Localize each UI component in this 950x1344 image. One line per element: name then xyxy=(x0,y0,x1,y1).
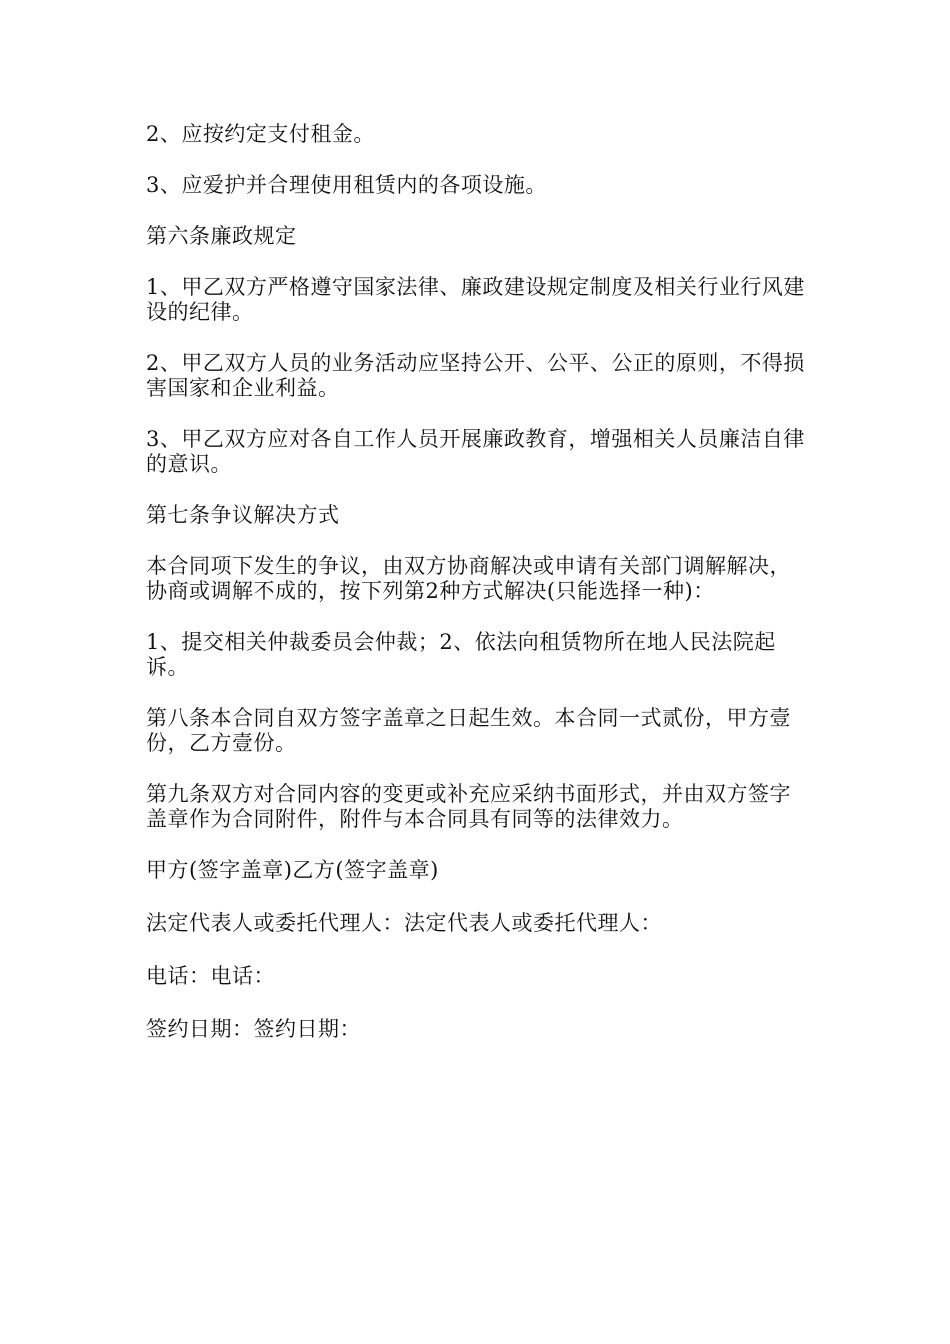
article-9: 第九条双方对合同内容的变更或补充应采纳书面形式，并由双方签字盖章作为合同附件，附件与本合同具有同等的法律效力。 xyxy=(146,782,791,831)
signature-parties: 甲方(签字盖章)乙方(签字盖章) xyxy=(146,858,439,882)
article-8: 第八条本合同自双方签字盖章之日起生效。本合同一式贰份，甲方壹份，乙方壹份。 xyxy=(146,706,791,755)
paragraph-integrity-2: 2、甲乙双方人员的业务活动应坚持公开、公平、公正的原则，不得损害国家和企业利益。 xyxy=(146,351,805,400)
paragraph-payment: 2、应按约定支付租金。 xyxy=(146,122,375,146)
signature-phones: 电话：电话： xyxy=(146,964,275,988)
paragraph-dispute-options: 1、提交相关仲裁委员会仲裁；2、依法向租赁物所在地人民法院起诉。 xyxy=(146,630,776,679)
article-6-heading: 第六条廉政规定 xyxy=(146,224,297,248)
signature-representatives: 法定代表人或委托代理人：法定代表人或委托代理人： xyxy=(146,911,662,935)
paragraph-dispute: 本合同项下发生的争议，由双方协商解决或申请有关部门调解解决，协商或调解不成的，按下列第2种方式解决(只能选择一种)： xyxy=(146,554,791,603)
paragraph-integrity-1: 1、甲乙双方严格遵守国家法律、廉政建设规定制度及相关行业行风建设的纪律。 xyxy=(146,275,805,324)
article-7-heading: 第七条争议解决方式 xyxy=(146,503,340,527)
document-body xyxy=(146,122,810,1070)
signature-dates: 签约日期：签约日期： xyxy=(146,1017,361,1041)
paragraph-integrity-3: 3、甲乙双方应对各自工作人员开展廉政教育，增强相关人员廉洁自律的意识。 xyxy=(146,427,805,476)
paragraph-facilities: 3、应爱护并合理使用租赁内的各项设施。 xyxy=(146,173,547,197)
